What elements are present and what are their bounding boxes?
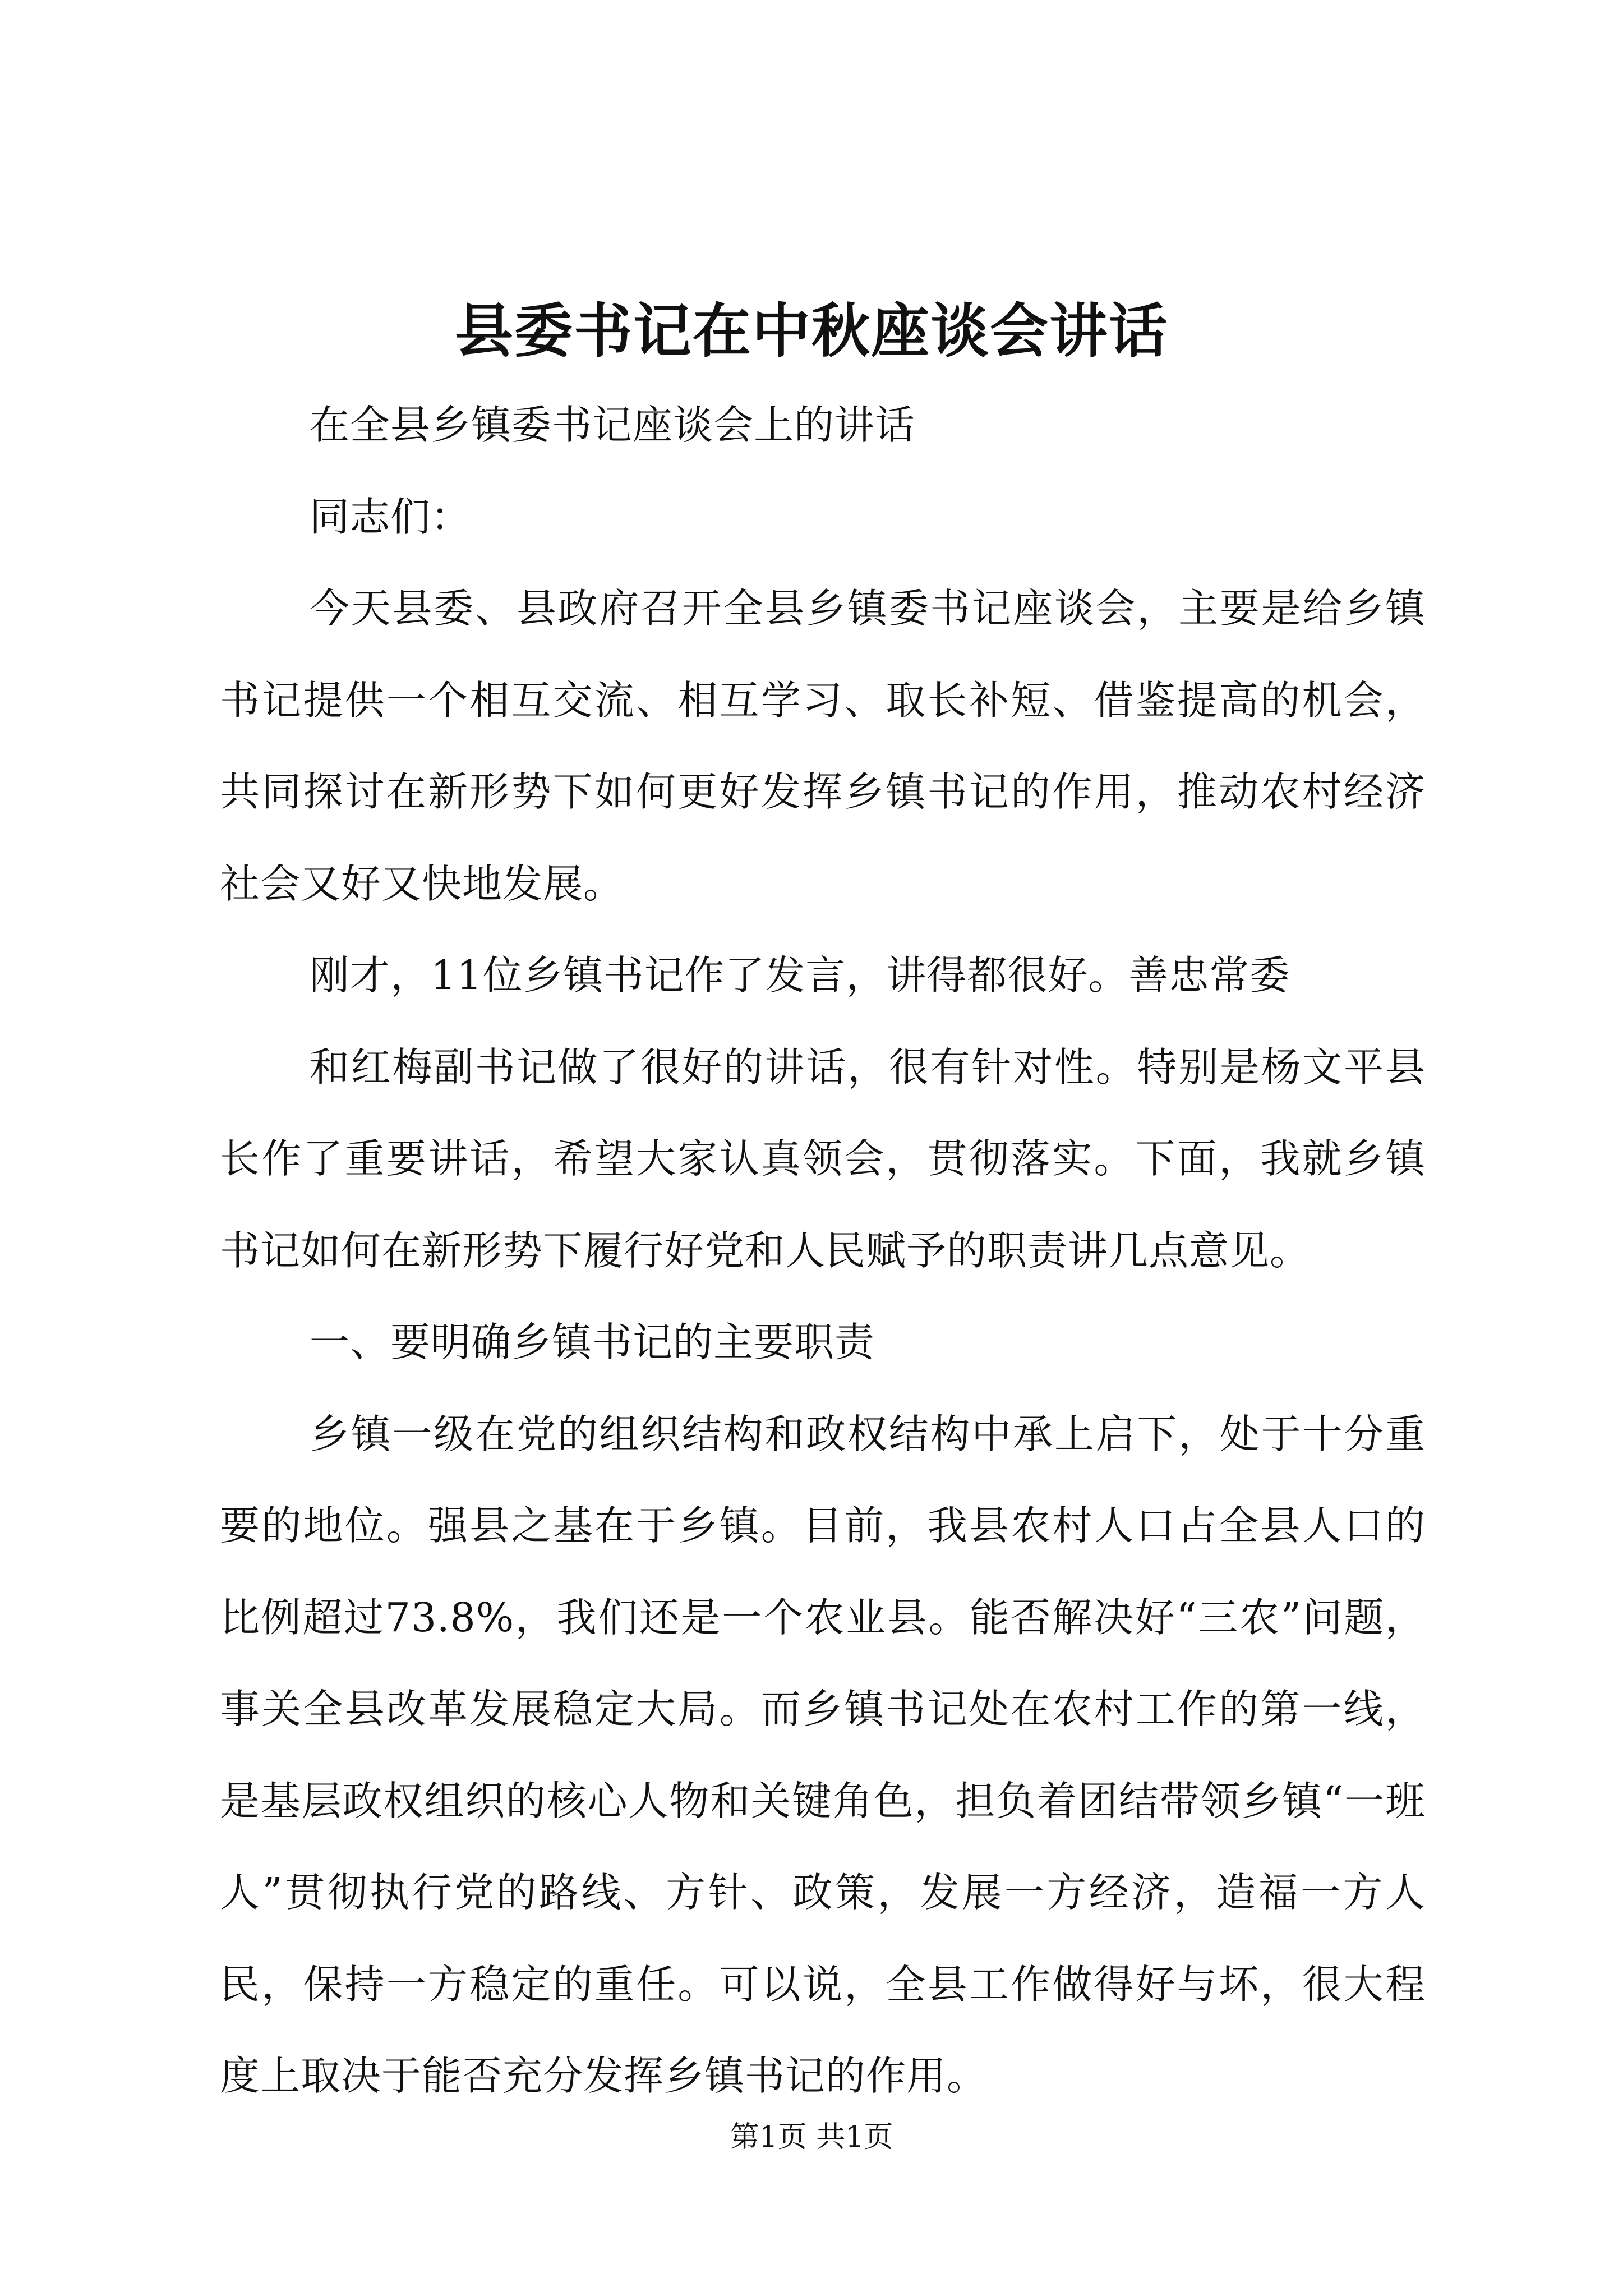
body-paragraph: 和红梅副书记做了很好的讲话，很有针对性。特别是杨文平县长作了重要讲话，希望大家认真领会，贯彻落实。下面，我就乡镇书记如何在新形势下履行好党和人民赋予的职责讲几点意见。 [220,1043,1426,1274]
page-title: 县委书记在中秋座谈会讲话 [454,296,1168,365]
subtitle-paragraph: 在全县乡镇委书记座谈会上的讲话 [310,402,916,448]
body-paragraph: 今天县委、县政府召开全县乡镇委书记座谈会，主要是给乡镇书记提供一个相互交流、相互学习、取长补短、借鉴提高的机会，共同探讨在新形势下如何更好发挥乡镇书记的作用，推动农村经济社会又好又快地发展。 [220,585,1426,907]
body-paragraph: 刚才，11位乡镇书记作了发言，讲得都很好。善忠常委 [310,952,1290,999]
body-paragraph: 乡镇一级在党的组织结构和政权结构中承上启下，处于十分重要的地位。强县之基在于乡镇。目前，我县农村人口占全县人口的比例超过73.8%，我们还是一个农业县。能否解决好“三农”问题，事关全县改革发展稳定大局。而乡镇书记处在农村工作的第一线，是基层政权组织的核心人物和关键角色，担负着团结带领乡镇“一班人”贯彻执行党的路线、方针、政策，发展一方经济，造福一方人民，保持一方稳定的重任。可以说，全县工作做得好与坏，很大程度上取决于能否充分发挥乡镇书记的作用。 [220,1410,1426,2099]
section-heading: 一、要明确乡镇书记的主要职责 [310,1319,875,1365]
page-footer: 第1页 共1页 [730,2120,893,2154]
salutation-paragraph: 同志们： [310,493,472,540]
document-body [220,379,1426,2122]
